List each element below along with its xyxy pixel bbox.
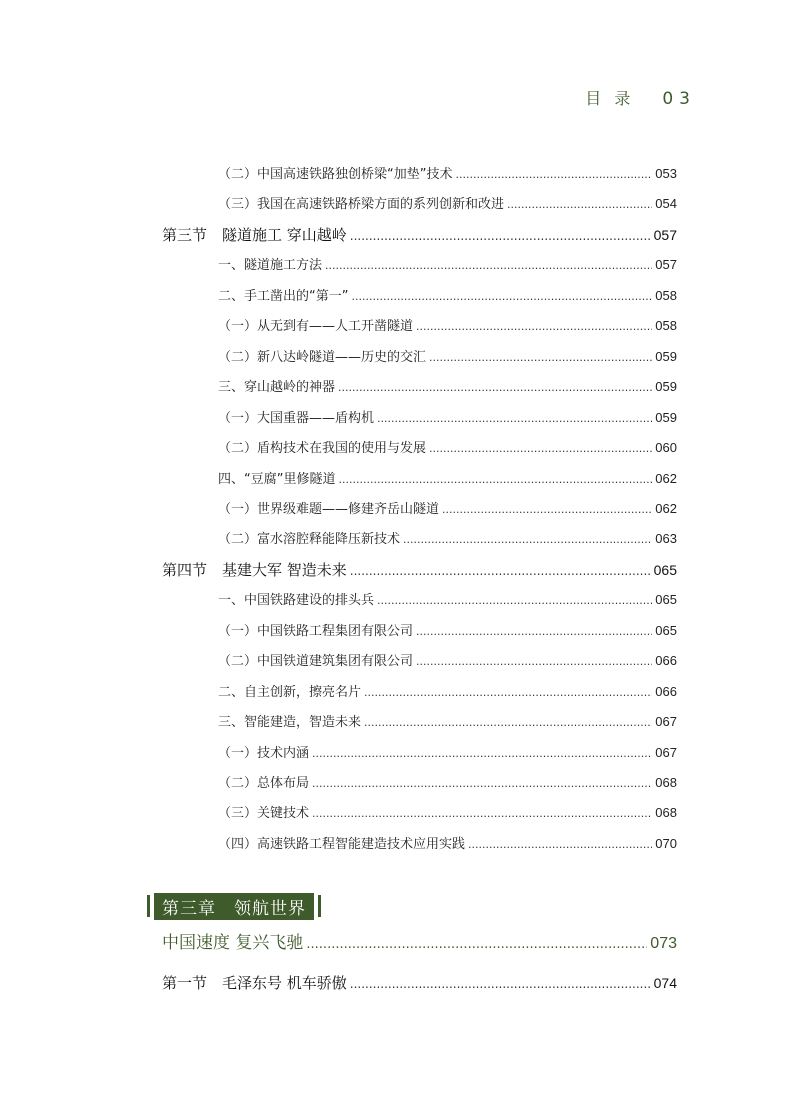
toc-entry-title: （一）世界级难题——修建齐岳山隧道 (218, 502, 440, 517)
toc-entry-title: （二）新八达岭隧道——历史的交汇 (218, 350, 427, 365)
toc-entry[interactable] (218, 528, 677, 547)
chapter-tag-right-bar (318, 895, 321, 917)
header-page-number: 03 (662, 89, 696, 109)
chapter-tag (147, 893, 321, 919)
toc-entry[interactable] (218, 772, 677, 791)
toc-entry-title: 二、自主创新，擦亮名片 (218, 685, 362, 700)
toc-entry-page: 065 (655, 623, 677, 638)
leader-dots (350, 229, 651, 243)
toc-entry[interactable] (218, 315, 677, 334)
toc-entry[interactable] (218, 254, 677, 273)
leader-dots (507, 198, 652, 211)
toc-entry-page: 059 (655, 379, 677, 394)
toc-entry-title: （四）高速铁路工程智能建造技术应用实践 (218, 837, 466, 852)
toc-entry[interactable] (218, 650, 677, 669)
toc-entry-title: （一）大国重器——盾构机 (218, 411, 375, 426)
leader-dots (325, 259, 652, 272)
toc-entry[interactable] (218, 468, 677, 487)
toc-entry-title: 四、“豆腐”里修隧道 (218, 472, 336, 487)
leader-dots (403, 533, 652, 546)
toc-entry[interactable] (218, 285, 677, 304)
toc-entry[interactable] (218, 711, 677, 730)
leader-dots (351, 290, 652, 303)
toc-entry-page: 067 (655, 714, 677, 729)
chapter-title: 中国速度 复兴飞驰 (162, 933, 304, 953)
toc-entry-page: 066 (655, 653, 677, 668)
toc-entry-page: 060 (655, 440, 677, 455)
leader-dots (416, 655, 652, 668)
toc-entry-title: （二）富水溶腔释能降压新技术 (218, 532, 401, 547)
leader-dots (364, 716, 652, 729)
leader-dots (312, 777, 652, 790)
leader-dots (364, 686, 652, 699)
toc-entry-title: 二、手工凿出的“第一” (218, 289, 349, 304)
toc-entry[interactable] (218, 833, 677, 852)
leader-dots (429, 442, 652, 455)
toc-entry[interactable] (218, 193, 677, 212)
chapter-tag-label: 第三章 领航世界 (154, 893, 314, 920)
toc-entry[interactable] (218, 589, 677, 608)
toc-entry-page: 070 (655, 836, 677, 851)
toc-entry[interactable] (162, 559, 677, 580)
toc-entry-page: 068 (655, 775, 677, 790)
toc-entry-page: 065 (653, 562, 677, 578)
toc-entry-title: 第一节 毛泽东号 机车骄傲 (162, 974, 347, 992)
toc-entry-page: 059 (655, 410, 677, 425)
leader-dots (377, 594, 652, 607)
leader-dots (468, 838, 652, 851)
leader-dots (338, 473, 652, 486)
toc-entry-page: 065 (655, 592, 677, 607)
leader-dots (416, 625, 652, 638)
leader-dots (416, 320, 652, 333)
page-header (585, 86, 696, 109)
toc-entry-title: （三）关键技术 (218, 806, 310, 821)
toc-entry-title: （二）盾构技术在我国的使用与发展 (218, 441, 427, 456)
leader-dots (306, 937, 647, 952)
toc-entry-title: 第三节 隧道施工 穿山越岭 (162, 226, 347, 244)
toc-entry[interactable] (218, 376, 677, 395)
leader-dots (455, 168, 652, 181)
toc-entry-title: 一、中国铁路建设的排头兵 (218, 593, 375, 608)
toc-entry[interactable] (218, 802, 677, 821)
leader-dots (350, 564, 651, 578)
toc-entry-page: 057 (653, 227, 677, 243)
toc-entry-title: （二）中国高速铁路独创桥梁“加垫”技术 (218, 167, 453, 182)
toc-entry-page: 058 (655, 318, 677, 333)
toc-entry-title: 三、穿山越岭的神器 (218, 380, 336, 395)
toc-entry-page: 067 (655, 745, 677, 760)
toc-entry[interactable] (218, 163, 677, 182)
toc-entry-page: 074 (653, 975, 677, 991)
leader-dots (312, 747, 652, 760)
toc-entry[interactable] (218, 407, 677, 426)
toc-entry-title: （三）我国在高速铁路桥梁方面的系列创新和改进 (218, 197, 505, 212)
chapter-tag-left-bar (147, 895, 150, 917)
toc-entry-title: （二）总体布局 (218, 776, 310, 791)
toc-entry-page: 058 (655, 288, 677, 303)
toc-entry-title: 一、隧道施工方法 (218, 258, 323, 273)
toc-entry-page: 066 (655, 684, 677, 699)
toc-entry[interactable] (218, 620, 677, 639)
toc-entry[interactable] (162, 972, 677, 993)
chapter-page-number: 073 (650, 935, 677, 952)
toc-entry-title: （一）技术内涵 (218, 746, 310, 761)
toc-entry-page: 053 (655, 166, 677, 181)
toc-entry[interactable] (218, 498, 677, 517)
header-label: 目 录 (585, 89, 635, 108)
leader-dots (429, 351, 652, 364)
toc-entry-page: 059 (655, 349, 677, 364)
toc-entry-page: 068 (655, 805, 677, 820)
toc-entry-page: 063 (655, 531, 677, 546)
toc-entry-page: 062 (655, 501, 677, 516)
toc-entry-page: 054 (655, 196, 677, 211)
toc-entry[interactable] (218, 346, 677, 365)
toc-entry-title: （一）中国铁路工程集团有限公司 (218, 624, 414, 639)
chapter-title-row[interactable] (162, 928, 677, 953)
toc-entry[interactable] (218, 681, 677, 700)
toc-entry-title: （二）中国铁道建筑集团有限公司 (218, 654, 414, 669)
toc-entry-title: （一）从无到有——人工开凿隧道 (218, 319, 414, 334)
toc-entry-page: 062 (655, 471, 677, 486)
toc-entry[interactable] (218, 742, 677, 761)
toc-entry-title: 第四节 基建大军 智造未来 (162, 561, 347, 579)
leader-dots (350, 977, 651, 991)
leader-dots (377, 412, 652, 425)
leader-dots (338, 381, 652, 394)
toc-entry[interactable] (218, 437, 677, 456)
toc-entry-page: 057 (655, 257, 677, 272)
leader-dots (442, 503, 652, 516)
toc-entry-title: 三、智能建造，智造未来 (218, 715, 362, 730)
leader-dots (312, 807, 652, 820)
toc-entry[interactable] (162, 224, 677, 245)
